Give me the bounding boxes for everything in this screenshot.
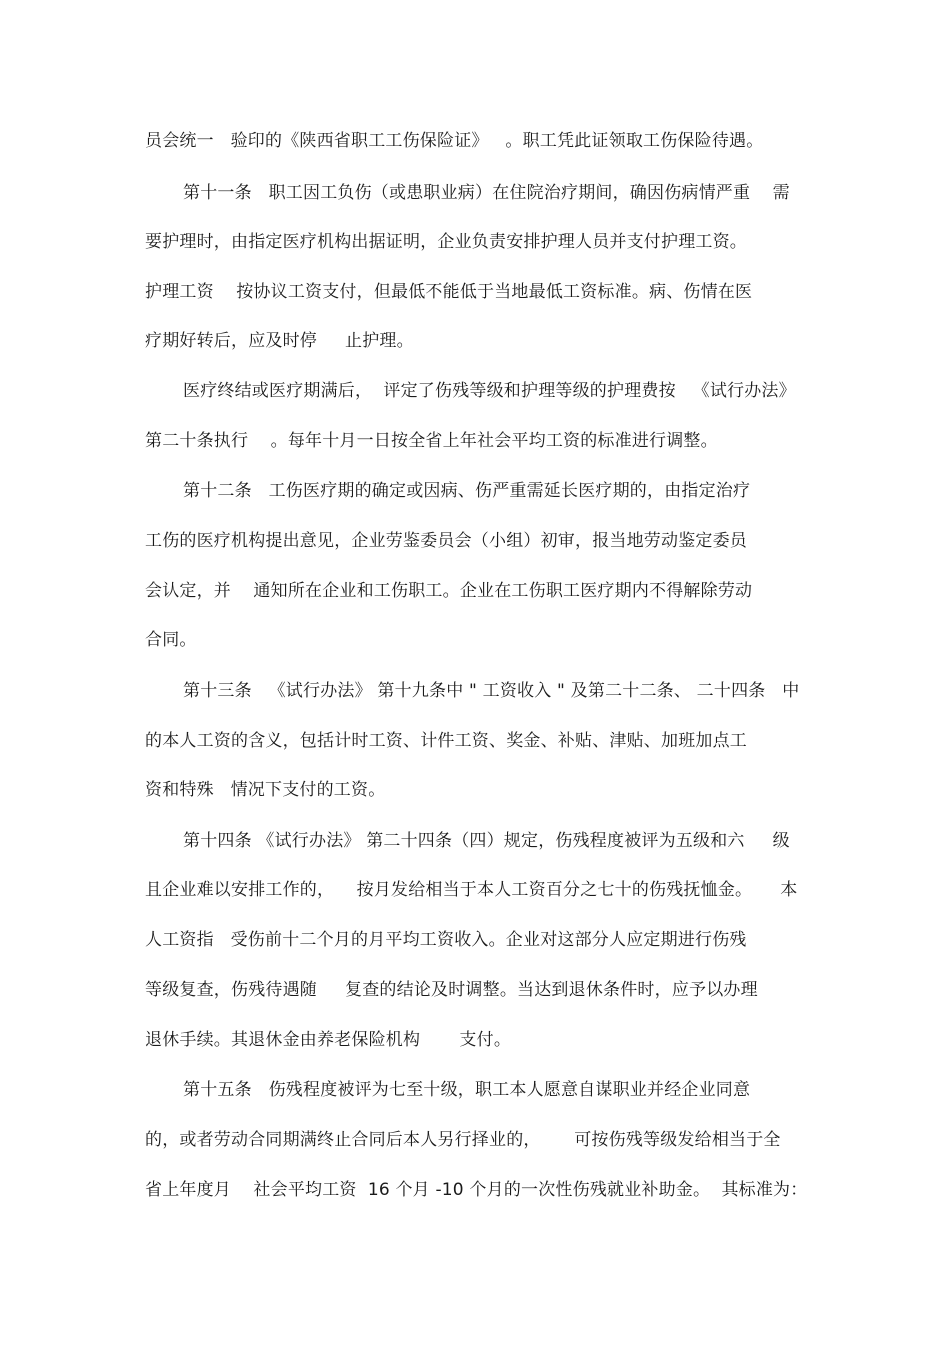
text-line: 合同。: [145, 630, 197, 650]
text-line: 第十五条 伤残程度被评为七至十级，职工本人愿意自谋职业并经企业同意: [183, 1080, 751, 1100]
text-line: 第十二条 工伤医疗期的确定或因病、伤严重需延长医疗期的，由指定治疗: [183, 481, 751, 501]
text-line: 资和特殊 情况下支付的工资。: [145, 780, 386, 800]
text-line: 要护理时，由指定医疗机构出据证明，企业负责安排护理人员并支付护理工资。: [145, 232, 747, 252]
text-line: 省上年度月 社会平均工资 16 个月 -10 个月的一次性伤残就业补助金。 其标准为：: [145, 1180, 808, 1200]
text-line: 第十三条 《试行办法》 第十九条中 " 工资收入 " 及第二十二条、 二十四条 中: [183, 681, 800, 701]
text-line: 员会统一 验印的《陕西省职工工伤保险证》 。职工凭此证领取工伤保险待遇。: [145, 131, 764, 151]
text-line: 第十一条 职工因工负伤（或患职业病）在住院治疗期间，确因伤病情严重 需: [183, 183, 790, 203]
text-line: 第二十条执行 。每年十月一日按全省上年社会平均工资的标准进行调整。: [145, 431, 718, 451]
text-line: 的本人工资的含义，包括计时工资、计件工资、奖金、补贴、津贴、加班加点工: [145, 731, 747, 751]
text-line: 护理工资 按协议工资支付，但最低不能低于当地最低工资标准。病、伤情在医: [145, 282, 753, 302]
text-line: 人工资指 受伤前十二个月的月平均工资收入。企业对这部分人应定期进行伤残: [145, 930, 747, 950]
text-line: 会认定，并 通知所在企业和工伤职工。企业在工伤职工医疗期内不得解除劳动: [145, 581, 753, 601]
text-line: 工伤的医疗机构提出意见，企业劳鉴委员会（小组）初审，报当地劳动鉴定委员: [145, 531, 747, 551]
text-line: 的，或者劳动合同期满终止合同后本人另行择业的， 可按伤残等级发给相当于全: [145, 1130, 781, 1150]
text-line: 医疗终结或医疗期满后， 评定了伤残等级和护理等级的护理费按 《试行办法》: [183, 381, 796, 401]
text-line: 退休手续。其退休金由养老保险机构 支付。: [145, 1030, 512, 1050]
text-line: 且企业难以安排工作的， 按月发给相当于本人工资百分之七十的伤残抚恤金。 本: [145, 880, 798, 900]
text-line: 等级复查，伤残待遇随 复查的结论及时调整。当达到退休条件时，应予以办理: [145, 980, 758, 1000]
text-line: 第十四条 《试行办法》 第二十四条（四）规定，伤残程度被评为五级和六 级: [183, 831, 790, 851]
text-line: 疗期好转后，应及时停 止护理。: [145, 331, 414, 351]
